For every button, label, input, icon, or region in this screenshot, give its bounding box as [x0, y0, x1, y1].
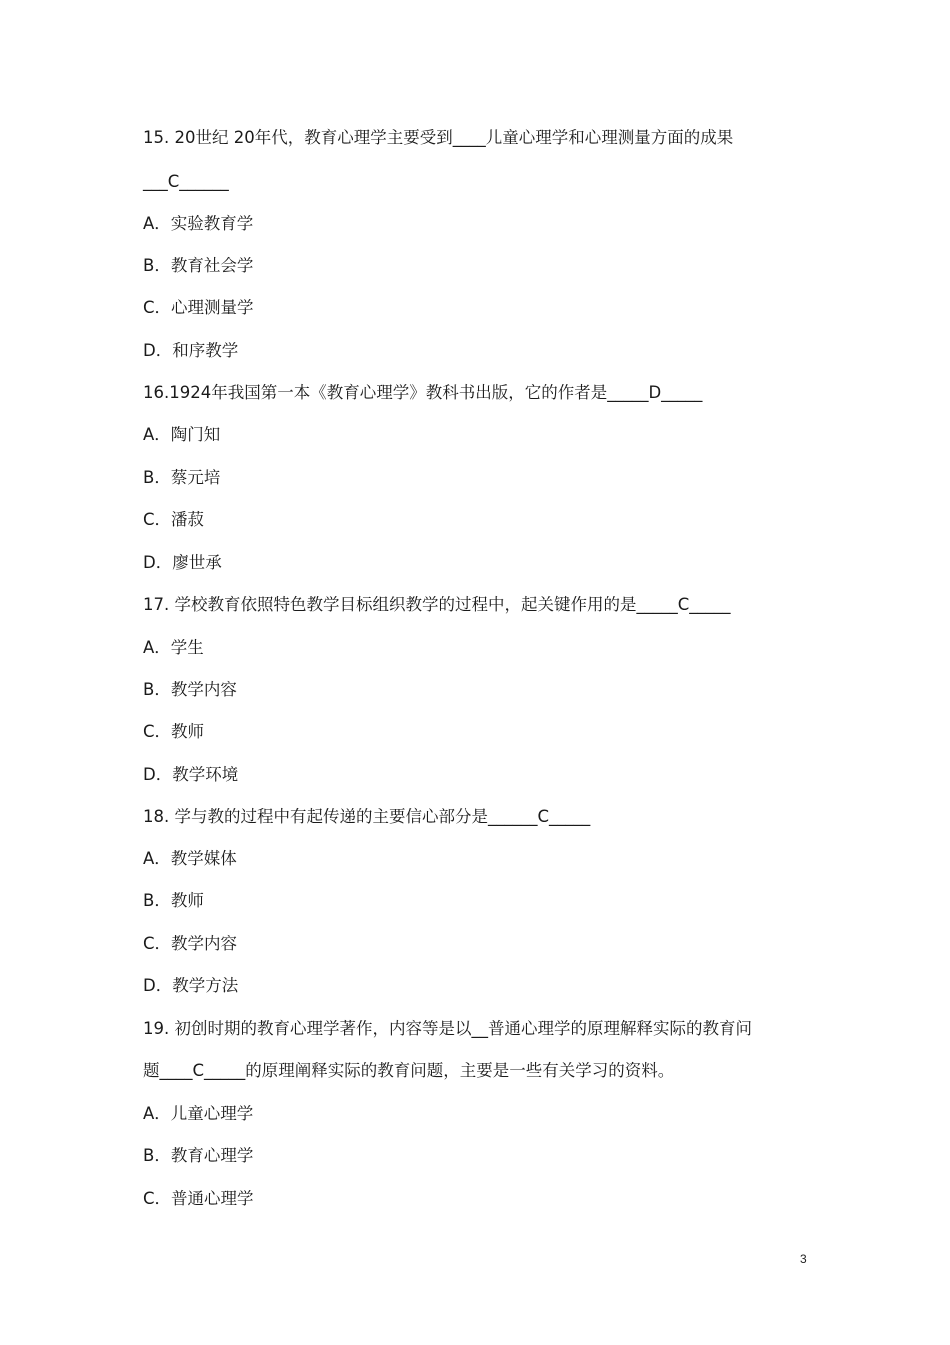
option-a: A．儿童心理学	[143, 1104, 254, 1123]
option-a: A．学生	[143, 638, 204, 657]
option-c: C．教学内容	[143, 934, 238, 953]
option-a: A．教学媒体	[143, 849, 237, 868]
question-stem: ___C______	[143, 172, 229, 191]
question-stem: 17. 学校教育依照特色教学目标组织教学的过程中，起关键作用的是_____C_____	[143, 595, 731, 614]
option-c: C．普通心理学	[143, 1189, 254, 1208]
option-d: D．和序教学	[143, 341, 239, 360]
option-b: B．教师	[143, 891, 204, 910]
question-stem: 16.1924年我国第一本《教育心理学》教科书出版，它的作者是_____D_____	[143, 383, 703, 402]
option-b: B．教育社会学	[143, 256, 254, 275]
option-c: C．心理测量学	[143, 298, 254, 317]
option-d: D．廖世承	[143, 553, 222, 572]
option-d: D．教学方法	[143, 976, 239, 995]
page-number: 3	[800, 1252, 807, 1266]
question-stem: 18. 学与教的过程中有起传递的主要信心部分是______C_____	[143, 807, 591, 826]
question-stem: 题____C_____的原理阐释实际的教育问题，主要是一些有关学习的资料。	[143, 1061, 675, 1080]
option-b: B．蔡元培	[143, 468, 221, 487]
option-a: A．实验教育学	[143, 214, 254, 233]
option-c: C．教师	[143, 722, 205, 741]
option-d: D．教学环境	[143, 765, 239, 784]
option-c: C．潘菽	[143, 510, 205, 529]
question-stem: 15. 20世纪 20年代，教育心理学主要受到____儿童心理学和心理测量方面的成果	[143, 128, 734, 147]
option-a: A．陶门知	[143, 425, 221, 444]
option-b: B．教育心理学	[143, 1146, 254, 1165]
question-stem: 19. 初创时期的教育心理学著作，内容等是以__普通心理学的原理解释实际的教育问	[143, 1019, 752, 1038]
option-b: B．教学内容	[143, 680, 237, 699]
